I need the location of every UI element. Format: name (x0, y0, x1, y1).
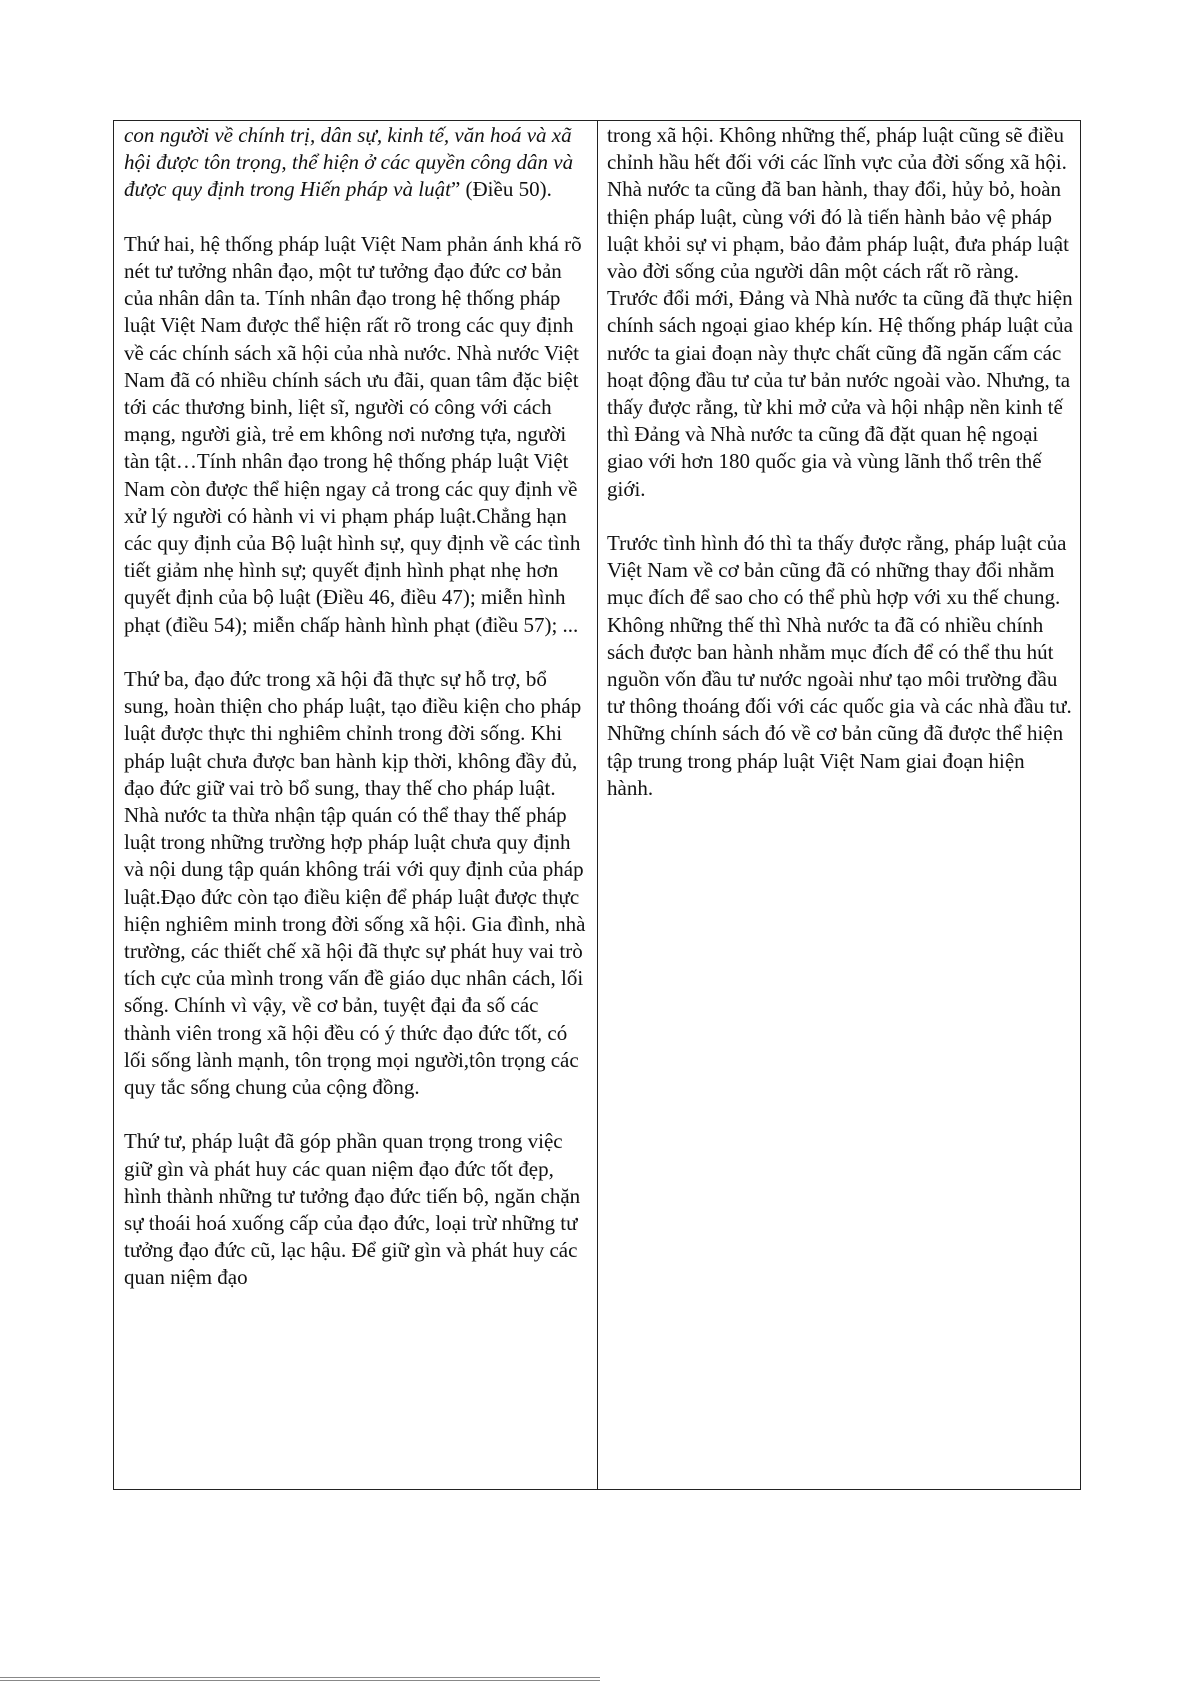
article-reference: ” (Điều 50). (450, 177, 552, 202)
right-paragraph-2: Nhà nước ta cũng đã ban hành, thay đổi, hủy bỏ, hoàn thiện pháp luật, cùng với đó là tiến hành bảo vệ pháp luật khỏi sự vi phạm, bảo đảm pháp luật, đưa pháp luật vào đời sống của người dân một cách rất rõ ràng. Trước đổi mới, Đảng và Nhà nước ta cũng đã thực hiện chính sách ngoại giao khép kín. Hệ thống pháp luật của nước ta giai đoạn này thực chất cũng đã ngăn cấm các hoạt động đầu tư của tư bản nước ngoài vào. Nhưng, ta thấy được rằng, từ khi mở cửa và hội nhập nền kinh tế thì Đảng và Nhà nước ta cũng đã đặt quan hệ ngoại giao với hơn 180 quốc gia và vùng lãnh thổ trên thế giới. (607, 177, 1073, 501)
left-paragraph-1 (124, 122, 589, 204)
paragraph-spacer (124, 1101, 589, 1128)
two-column-table (113, 120, 1081, 1490)
right-paragraph-3: Trước tình hình đó thì ta thấy được rằng, pháp luật của Việt Nam về cơ bản cũng đã có những thay đổi nhằm mục đích để sao cho có thể phù hợp với xu thế chung. Không những thế thì Nhà nước ta đã có nhiều chính sách được ban hành nhằm mục đích để có thể thu hút nguồn vốn đầu tư nước ngoài như tạo môi trường đầu tư thông thoáng đối với các quốc gia và các nhà đầu tư. Những chính sách đó về cơ bản cũng đã được thể hiện tập trung trong pháp luật Việt Nam giai đoạn hiện hành. (607, 531, 1072, 800)
paragraph-spacer (124, 639, 589, 666)
left-paragraph-4: Thứ tư, pháp luật đã góp phần quan trọng trong việc giữ gìn và phát huy các quan niệm đạo đức tốt đẹp, hình thành những tư tưởng đạo đức tiến bộ, ngăn chặn sự thoái hoá xuống cấp của đạo đức, loại trừ những tư tưởng đạo đức cũ, lạc hậu. Để giữ gìn và phát huy các quan niệm đạo (124, 1129, 581, 1290)
left-column (114, 121, 598, 1489)
left-paragraph-3: Thứ ba, đạo đức trong xã hội đã thực sự hỗ trợ, bổ sung, hoàn thiện cho pháp luật, tạo điều kiện cho pháp luật được thực thi nghiêm chỉnh trong đời sống. Khi pháp luật chưa được ban hành kịp thời, không đầy đủ, đạo đức giữ vai trò bổ sung, thay thế cho pháp luật. Nhà nước ta thừa nhận tập quán có thể thay thế pháp luật trong những trường hợp pháp luật chưa quy định và nội dung tập quán không trái với quy định của pháp luật.Đạo đức còn tạo điều kiện để pháp luật được thực hiện nghiêm minh trong đời sống xã hội. Gia đình, nhà trường, các thiết chế xã hội đã thực sự phát huy vai trò tích cực của mình trong vấn đề giáo dục nhân cách, lối sống. Chính vì vậy, về cơ bản, tuyệt đại đa số các thành viên trong xã hội đều có ý thức đạo đức tốt, có lối sống lành mạnh, tôn trọng mọi người,tôn trọng các quy tắc sống chung của cộng đồng. (124, 667, 586, 1100)
paragraph-spacer (124, 204, 589, 231)
constitution-quote: con người về chính trị, dân sự, kinh tế, văn hoá và xã hội được tôn trọng, thể hiện ở các quyền công dân và được quy định trong Hiến pháp và luật (124, 123, 574, 202)
left-paragraph-2: Thứ hai, hệ thống pháp luật Việt Nam phản ánh khá rõ nét tư tưởng nhân đạo, một tư tưởng đạo đức cơ bản của nhân dân ta. Tính nhân đạo trong hệ thống pháp luật Việt Nam được thể hiện rất rõ trong các quy định về các chính sách xã hội của nhà nước. Nhà nước Việt Nam đã có nhiều chính sách ưu đãi, quan tâm đặc biệt tới các thương binh, liệt sĩ, người có công với cách mạng, người già, trẻ em không nơi nương tựa, người tàn tật…Tính nhân đạo trong hệ thống pháp luật Việt Nam còn được thể hiện ngay cả trong các quy định về xử lý người có hành vi vi phạm pháp luật.Chẳng hạn các quy định của Bộ luật hình sự, quy định về các tình tiết giảm nhẹ hình sự; quyết định hình phạt nhẹ hơn quyết định của bộ luật (Điều 46, điều 47); miễn hình phạt (điều 54); miễn chấp hành hình phạt (điều 57); ... (124, 231, 582, 637)
page-footer (0, 1676, 1191, 1685)
footer-rule (0, 1680, 600, 1681)
paragraph-spacer (607, 503, 1074, 530)
footer-rule (0, 1677, 600, 1678)
right-paragraph-1: trong xã hội. Không những thế, pháp luật cũng sẽ điều chỉnh hầu hết đối với các lĩnh vực của đời sống xã hội. (607, 123, 1067, 175)
right-column (598, 121, 1080, 1489)
